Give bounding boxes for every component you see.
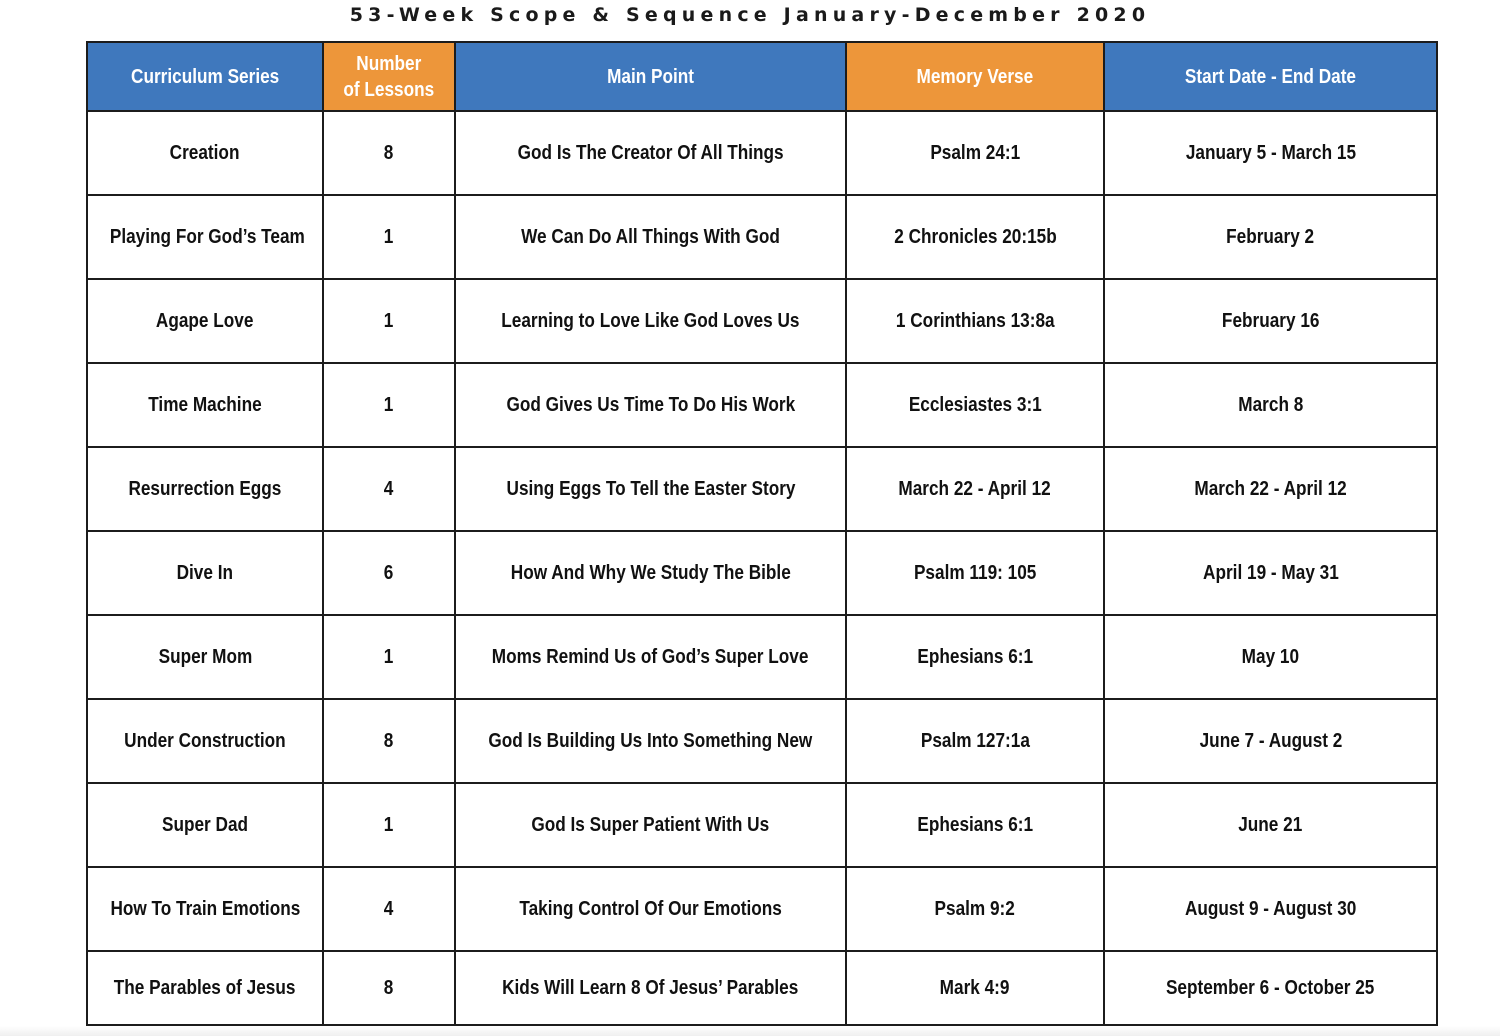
bottom-shadow (0, 1026, 1500, 1036)
date-range-cell (1104, 447, 1437, 531)
memory-verse-cell (846, 363, 1104, 447)
curriculum-series-cell (87, 195, 323, 279)
table-row (87, 279, 1437, 363)
main-point-text: God Is Super Patient With Us (531, 813, 770, 836)
lesson-count-cell (323, 111, 455, 195)
table-row (87, 447, 1437, 531)
table-row (87, 699, 1437, 783)
main-point-cell (455, 867, 846, 951)
table-row (87, 195, 1437, 279)
lesson-count-text: 4 (384, 897, 394, 920)
table-body (87, 111, 1437, 1025)
curriculum-series-text: Creation (170, 141, 240, 164)
date-range-cell (1104, 783, 1437, 867)
date-range-cell (1104, 699, 1437, 783)
curriculum-series-cell (87, 447, 323, 531)
main-point-text: Taking Control Of Our Emotions (519, 897, 782, 920)
lesson-count-cell (323, 279, 455, 363)
memory-verse-cell (846, 531, 1104, 615)
table-row (87, 363, 1437, 447)
header-memory-verse (846, 42, 1104, 111)
date-range-text: April 19 - May 31 (1202, 561, 1339, 584)
main-point-text: God Is The Creator Of All Things (517, 141, 784, 164)
date-range-text: June 21 (1238, 813, 1303, 836)
memory-verse-text: Psalm 119: 105 (913, 561, 1037, 584)
curriculum-series-text: Super Mom (158, 645, 252, 668)
date-range-cell (1104, 363, 1437, 447)
table-row (87, 867, 1437, 951)
lesson-count-cell (323, 867, 455, 951)
memory-verse-cell (846, 783, 1104, 867)
memory-verse-cell (846, 615, 1104, 699)
header-label: Start Date - End Date (1184, 65, 1357, 88)
lesson-count-cell (323, 951, 455, 1025)
lesson-count-cell (323, 531, 455, 615)
memory-verse-text: 1 Corinthians 13:8a (895, 309, 1055, 332)
date-range-text: February 16 (1221, 309, 1320, 332)
header-label: Curriculum Series (130, 65, 280, 88)
lesson-count-text: 1 (384, 645, 394, 668)
lesson-count-text: 8 (384, 729, 394, 752)
date-range-cell (1104, 279, 1437, 363)
curriculum-series-cell (87, 111, 323, 195)
memory-verse-text: Ecclesiastes 3:1 (908, 393, 1042, 416)
header-main-point (455, 42, 846, 111)
main-point-cell (455, 531, 846, 615)
main-point-text: Learning to Love Like God Loves Us (501, 309, 800, 332)
table-row (87, 615, 1437, 699)
table-row (87, 951, 1437, 1025)
table-row (87, 531, 1437, 615)
memory-verse-text: Ephesians 6:1 (917, 645, 1033, 668)
memory-verse-text: Psalm 127:1a (920, 729, 1030, 752)
header-label-line2: of Lessons (343, 78, 435, 101)
main-point-text: God Is Building Us Into Something New (488, 729, 813, 752)
main-point-cell (455, 699, 846, 783)
lesson-count-text: 1 (384, 225, 394, 248)
curriculum-series-text: How To Train Emotions (110, 897, 300, 920)
date-range-text: September 6 - October 25 (1166, 976, 1375, 999)
table-header-row (87, 42, 1437, 111)
curriculum-series-cell (87, 783, 323, 867)
page-title: 53-Week Scope & Sequence January-December 2020 (349, 4, 1151, 26)
curriculum-series-text: Time Machine (148, 393, 262, 416)
date-range-cell (1104, 111, 1437, 195)
memory-verse-text: Psalm 9:2 (934, 897, 1016, 920)
curriculum-series-text: Dive In (176, 561, 234, 584)
header-date-range (1104, 42, 1437, 111)
main-point-cell (455, 783, 846, 867)
curriculum-series-text: The Parables of Jesus (114, 976, 296, 999)
date-range-text: May 10 (1241, 645, 1300, 668)
date-range-text: March 22 - April 12 (1194, 477, 1347, 500)
header-number-of-lessons (323, 42, 455, 111)
date-range-cell (1104, 615, 1437, 699)
curriculum-series-text: Playing For God’s Team (109, 225, 305, 248)
memory-verse-cell (846, 195, 1104, 279)
curriculum-series-text: Agape Love (156, 309, 254, 332)
main-point-text: Moms Remind Us of God’s Super Love (492, 645, 809, 668)
date-range-cell (1104, 867, 1437, 951)
lesson-count-text: 1 (384, 393, 394, 416)
curriculum-series-text: Super Dad (161, 813, 249, 836)
memory-verse-text: Ephesians 6:1 (917, 813, 1033, 836)
main-point-cell (455, 279, 846, 363)
main-point-cell (455, 447, 846, 531)
lesson-count-text: 8 (384, 976, 394, 999)
main-point-text: We Can Do All Things With God (521, 225, 780, 248)
memory-verse-cell (846, 447, 1104, 531)
header-curriculum-series (87, 42, 323, 111)
curriculum-series-cell (87, 531, 323, 615)
lesson-count-text: 1 (384, 309, 394, 332)
memory-verse-cell (846, 111, 1104, 195)
lesson-count-text: 1 (384, 813, 394, 836)
main-point-cell (455, 195, 846, 279)
curriculum-series-cell (87, 363, 323, 447)
memory-verse-text: Psalm 24:1 (930, 141, 1020, 164)
date-range-text: February 2 (1226, 225, 1315, 248)
lesson-count-cell (323, 363, 455, 447)
memory-verse-cell (846, 699, 1104, 783)
lesson-count-text: 4 (384, 477, 394, 500)
curriculum-series-cell (87, 699, 323, 783)
date-range-cell (1104, 531, 1437, 615)
main-point-text: Using Eggs To Tell the Easter Story (506, 477, 795, 500)
memory-verse-cell (846, 951, 1104, 1025)
lesson-count-cell (323, 447, 455, 531)
main-point-cell (455, 111, 846, 195)
table-row (87, 783, 1437, 867)
header-label: Memory Verse (916, 65, 1034, 88)
lesson-count-cell (323, 699, 455, 783)
date-range-text: June 7 - August 2 (1199, 729, 1342, 752)
curriculum-series-text: Resurrection Eggs (128, 477, 282, 500)
lesson-count-cell (323, 615, 455, 699)
main-point-cell (455, 951, 846, 1025)
main-point-cell (455, 615, 846, 699)
lesson-count-text: 8 (384, 141, 394, 164)
memory-verse-text: Mark 4:9 (940, 976, 1010, 999)
memory-verse-cell (846, 279, 1104, 363)
curriculum-series-cell (87, 279, 323, 363)
curriculum-series-cell (87, 615, 323, 699)
memory-verse-text: March 22 - April 12 (898, 477, 1052, 500)
header-label-line1: Number (356, 52, 422, 75)
lesson-count-text: 6 (384, 561, 394, 584)
memory-verse-cell (846, 867, 1104, 951)
curriculum-series-cell (87, 867, 323, 951)
date-range-text: March 8 (1237, 393, 1304, 416)
main-point-text: Kids Will Learn 8 Of Jesus’ Parables (502, 976, 799, 999)
lesson-count-cell (323, 783, 455, 867)
main-point-text: God Gives Us Time To Do His Work (506, 393, 795, 416)
lesson-count-cell (323, 195, 455, 279)
date-range-cell (1104, 195, 1437, 279)
table-row (87, 111, 1437, 195)
main-point-text: How And Why We Study The Bible (510, 561, 791, 584)
header-label: Main Point (607, 65, 694, 88)
curriculum-series-text: Under Construction (124, 729, 286, 752)
memory-verse-text: 2 Chronicles 20:15b (893, 225, 1057, 248)
date-range-text: January 5 - March 15 (1185, 141, 1356, 164)
main-point-cell (455, 363, 846, 447)
date-range-text: August 9 - August 30 (1184, 897, 1357, 920)
curriculum-series-cell (87, 951, 323, 1025)
scope-sequence-table (86, 41, 1438, 1026)
date-range-cell (1104, 951, 1437, 1025)
